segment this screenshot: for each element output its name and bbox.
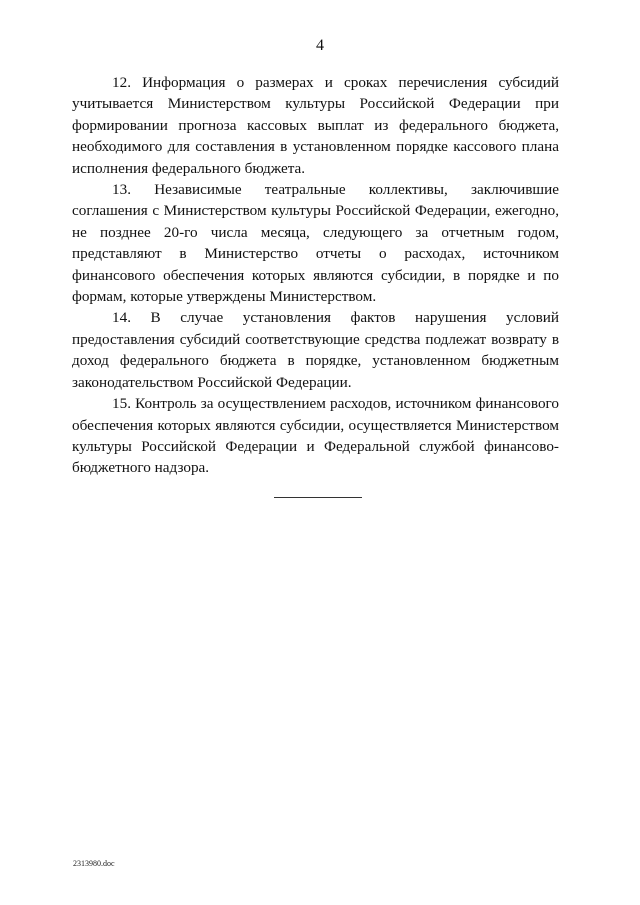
- paragraph-12: 12. Информация о размерах и сроках перечисления субсидий учитывается Министерством культуры Российской Федерации при формировании прогноза кассовых выплат из федерального бюджета, необходимого для составления в установленном порядке кассового плана исполнения федерального бюджета.: [72, 74, 559, 177]
- page-number: 4: [316, 37, 324, 54]
- paragraph-14: 14. В случае установления фактов нарушения условий предоставления субсидий соответствующие средства подлежат возврату в доход федерального бюджета в порядке, установленном бюджетным законодательством Российской Федерации.: [72, 309, 559, 391]
- document-file-code: 2313980.doc: [73, 859, 115, 868]
- end-of-document-rule: [274, 497, 362, 498]
- paragraph-13: 13. Независимые театральные коллективы, заключившие соглашения с Министерством культуры Российской Федерации, ежегодно, не позднее 20-го числа месяца, следующего за отчетным годом, представляют в Министерство отчеты о расходах, источником финансового обеспечения которых являются субсидии, в порядке и по формам, которые утверждены Министерством.: [72, 181, 559, 306]
- paragraph-15: 15. Контроль за осуществлением расходов, источником финансового обеспечения которых являются субсидии, осуществляется Министерством культуры Российской Федерации и Федеральной службой финансово-бюджетного надзора.: [72, 395, 559, 477]
- document-body: [72, 72, 559, 479]
